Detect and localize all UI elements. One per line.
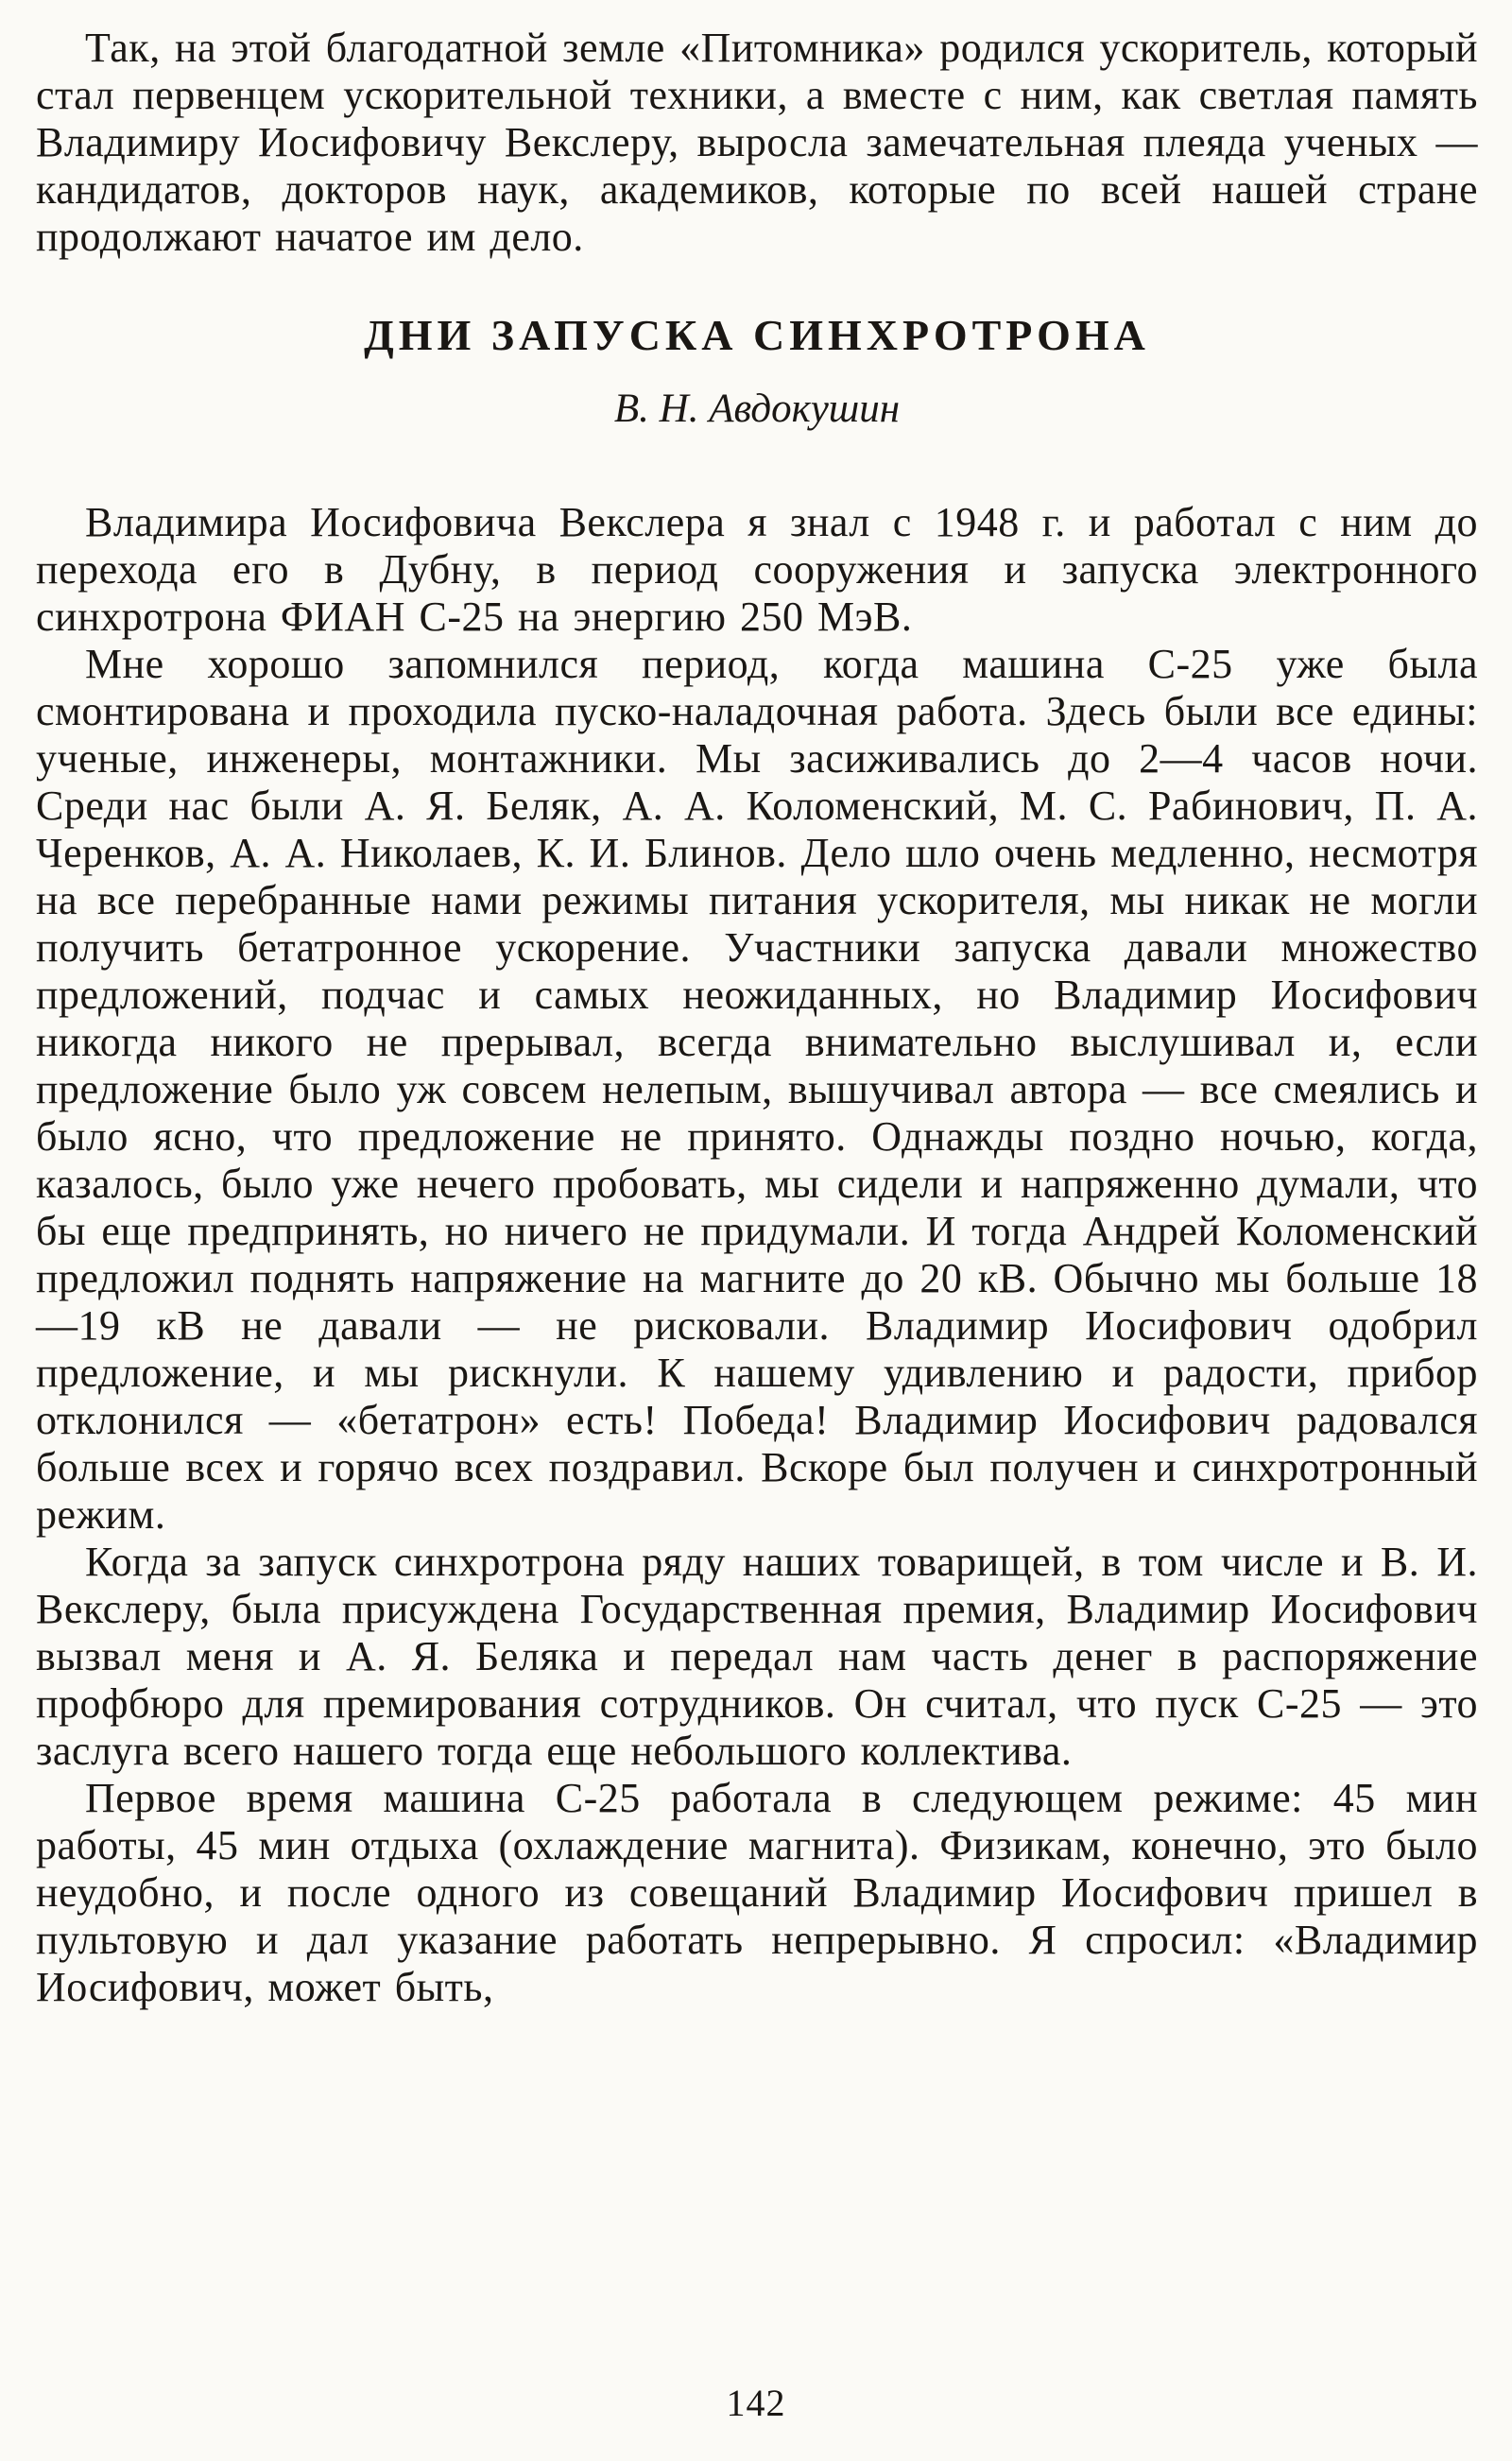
body-paragraph: Когда за запуск синхротрона ряду наших товарищей, в том числе и В. И. Векслеру, была присуждена Государственная премия, Владимир Иосифович вызвал меня и А. Я. Беляка и передал нам часть денег в распоряжение профбюро для премирования сотрудников. Он считал, что пуск С-25 — это заслуга всего нашего тогда еще небольшого коллектива. — [36, 1539, 1478, 1774]
article-author: В. Н. Авдокушин — [613, 387, 901, 431]
body-paragraph: Первое время машина С-25 работала в следующем режиме: 45 мин работы, 45 мин отдыха (охлаждение магнита). Физикам, конечно, это было неудобно, и после одного из совещаний Владимир Иосифович пришел в пультовую и дал указание работать непрерывно. Я спросил: «Владимир Иосифович, может быть, — [36, 1775, 1478, 2010]
body-paragraph: Мне хорошо запомнился период, когда машина С-25 уже была смонтирована и проходила пуско-наладочная работа. Здесь были все едины: ученые, инженеры, монтажники. Мы засиживались до 2—4 часов ночи. Среди нас были А. Я. Беляк, А. А. Коломенский, М. С. Рабинович, П. А. Черенков, А. А. Николаев, К. И. Блинов. Дело шло очень медленно, несмотря на все перебранные нами режимы питания ускорителя, мы никак не могли получить бетатронное ускорение. Участники запуска давали множество предложений, подчас и самых неожиданных, но Владимир Иосифович никогда никого не прерывал, всегда внимательно выслушивал и, если предложение было уж совсем нелепым, вышучивал автора — все смеялись и было ясно, что предложение не принято. Однажды поздно ночью, когда, казалось, было уже нечего пробовать, мы сидели и напряженно думали, что бы еще предпринять, но ничего не придумали. И тогда Андрей Коломенский предложил поднять напряжение на магните до 20 кВ. Обычно мы больше 18—19 кВ не давали — не рисковали. Владимир Иосифович одобрил предложение, и мы рискнули. К нашему удивлению и радости, прибор отклонился — «бетатрон» есть! Победа! Владимир Иосифович радовался больше всех и горячо всех поздравил. Вскоре был получен и синхротронный режим. — [36, 641, 1478, 1538]
continuation-paragraph: Так, на этой благодатной земле «Питомника» родился ускоритель, который стал первенцем ускорительной техники, а вместе с ним, как светлая память Владимиру Иосифовичу Векслеру, выросла замечательная плеяда ученых — кандидатов, докторов наук, академиков, которые по всей нашей стране продолжают начатое им дело. — [36, 25, 1478, 260]
article-title: ДНИ ЗАПУСКА СИНХРОТРОНА — [364, 311, 1150, 359]
page-number: 142 — [726, 2382, 786, 2424]
body-paragraph: Владимира Иосифовича Векслера я знал с 1948 г. и работал с ним до перехода его в Дубну, в период сооружения и запуска электронного синхротрона ФИАН С-25 на энергию 250 МэВ. — [36, 499, 1478, 640]
